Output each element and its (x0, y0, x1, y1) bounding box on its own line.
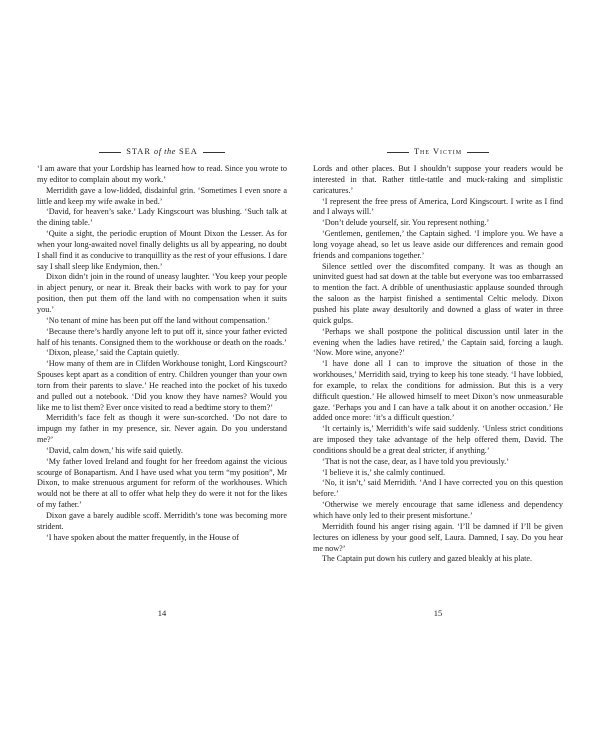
paragraph: ‘My father loved Ireland and fought for her freedom against the vicious scourge of Bonapartism. And I have used what you term “my position”, Mr Dixon, to make strenuous argument for reform of the workhouses. Which would not be there at all to offer what help they do were it not for the likes of my father.’ (37, 456, 287, 510)
rule-right (203, 152, 225, 153)
paragraph: ‘I am aware that your Lordship has learned how to read. Since you wrote to my editor to complain about my work.’ (37, 164, 287, 184)
paragraph: ‘No tenant of mine has been put off the land without compensation.’ (46, 315, 271, 325)
paragraph: ‘David, calm down,’ his wife said quietly. (46, 445, 183, 455)
running-head-mid: of the (154, 147, 176, 156)
rule-left (387, 152, 409, 153)
paragraph: ‘I believe it is,’ she calmly continued. (322, 467, 446, 477)
paragraph: ‘I represent the free press of America, Lord Kingscourt. I write as I find and I always will.’ (313, 196, 563, 217)
paragraph: ‘Otherwise we merely encourage that same idleness and dependency which have only led to their present misfortune.’ (313, 500, 563, 520)
page-number-right: 15 (433, 608, 443, 618)
paragraph: ‘Because there’s hardly anyone left to put off it, since your father evicted half of his tenants. Consigned them to the workhouse or death on the roads.’ (37, 326, 287, 347)
paragraph: ‘Quite a sight, the periodic eruption of Mount Dixon the Lesser. As for when your long-awaited novel finally delights us all by appearing, no doubt I shall find it as conducive to tranquillity as the rest of your effusions. I dare say I shall sleep like Endymion, then.’ (37, 229, 287, 271)
running-head-right (313, 146, 563, 158)
paragraph: ‘I have spoken about the matter frequently, in the House of (46, 532, 239, 542)
left-body (37, 164, 287, 544)
paragraph: Lords and other places. But I shouldn’t suppose your readers would be interested in that. Rather tittle-tattle and muck-raking and simplistic caricatures.’ (313, 164, 563, 195)
paragraph: ‘That is not the case, dear, as I have told you previously.’ (322, 456, 509, 466)
paragraph: Merridith’s face felt as though it were sun-scorched. ‘Do not dare to impugn my father in my presence, sir. Never again. Do you understand me?’ (37, 413, 287, 445)
right-page (313, 146, 563, 606)
paragraph: ‘David, for heaven’s sake.’ Lady Kingscourt was blushing. ‘Such talk at the dining table.’ (37, 207, 287, 228)
right-body (313, 164, 563, 565)
running-head-left (37, 146, 287, 158)
page-number-left: 14 (157, 608, 167, 618)
paragraph: ‘Gentlemen, gentlemen,’ the Captain sighed. ‘I implore you. We have a long voyage ahead, so let us leave aside our differences and remain good friends and companions together.’ (313, 229, 563, 260)
rule-left (99, 152, 121, 153)
paragraph: ‘How many of them are in Clifden Workhouse tonight, Lord Kingscourt? Spouses kept apart as a condition of entry. Children younger than your own torn from their parents to slave.’ He reached into the pocket of his tuxedo and pulled out a notebook. ‘Did you know they have names? Would you like me to list them? Ever once visited to read a bedtime story to them?’ (37, 359, 287, 412)
paragraph: The Captain put down his cutlery and gazed bleakly at his plate. (322, 554, 533, 564)
paragraph: ‘It certainly is,’ Merridith’s wife said suddenly. ‘Unless strict conditions are imposed they take advantage of the help offered them, David. The conditions should be a great deal stricter, if anything.’ (313, 424, 563, 455)
rule-right (467, 152, 489, 153)
paragraph: ‘No, it isn’t,’ said Merridith. ‘And I have corrected you on this question before.’ (313, 478, 563, 499)
running-head-title: The Victim (413, 147, 463, 156)
paragraph: Merridith gave a low-lidded, disdainful grin. ‘Sometimes I even snore a little and keep my wife awake in bed.’ (37, 185, 287, 206)
left-page (37, 146, 287, 606)
running-head-post: SEA (178, 147, 198, 156)
paragraph: ‘I have done all I can to improve the situation of those in the workhouses,’ Merridith said, trying to keep his tone steady. ‘I have lobbied, for example, to relax the conditions for admission. But this is a very difficult question.’ He allowed himself to meet Dixon’s now unmeasurable gaze. ‘Perhaps you and I can have a talk about it on another occasion.’ He added once more: ‘it’s a difficult question.’ (313, 359, 563, 423)
paragraph: ‘Don’t delude yourself, sir. You represent nothing.’ (322, 218, 490, 228)
paragraph: Dixon didn’t join in the round of uneasy laughter. ‘You keep your people in abject penury, or near it. Break their backs with work to pay for your position, then put them off the land with no compensation when it suits you.’ (37, 272, 287, 314)
paragraph: Dixon gave a barely audible scoff. Merridith’s tone was becoming more strident. (37, 511, 287, 531)
paragraph: Silence settled over the discomfited company. It was as though an uninvited guest had sat down at the table but everyone was too embarrassed to mention the fact. A dribble of unenthusiastic applause sounded through the saloon as the harpist finished a sentimental Celtic melody. Dixon pushed his plate away desultorily and downed a glass of water in three quick gulps. (313, 261, 563, 325)
paragraph: ‘Dixon, please,’ said the Captain quietly. (46, 348, 180, 358)
paragraph: ‘Perhaps we shall postpone the political discussion until later in the evening when the ladies have retired,’ the Captain said, forcing a laugh. ‘Now. More wine, anyone?’ (313, 326, 563, 358)
paragraph: Merridith found his anger rising again. ‘I’ll be damned if I’ll be given lectures on idleness by your good self, Laura. Damned, I say. Do you hear me now?’ (313, 521, 563, 553)
running-head-pre: STAR (126, 147, 151, 156)
